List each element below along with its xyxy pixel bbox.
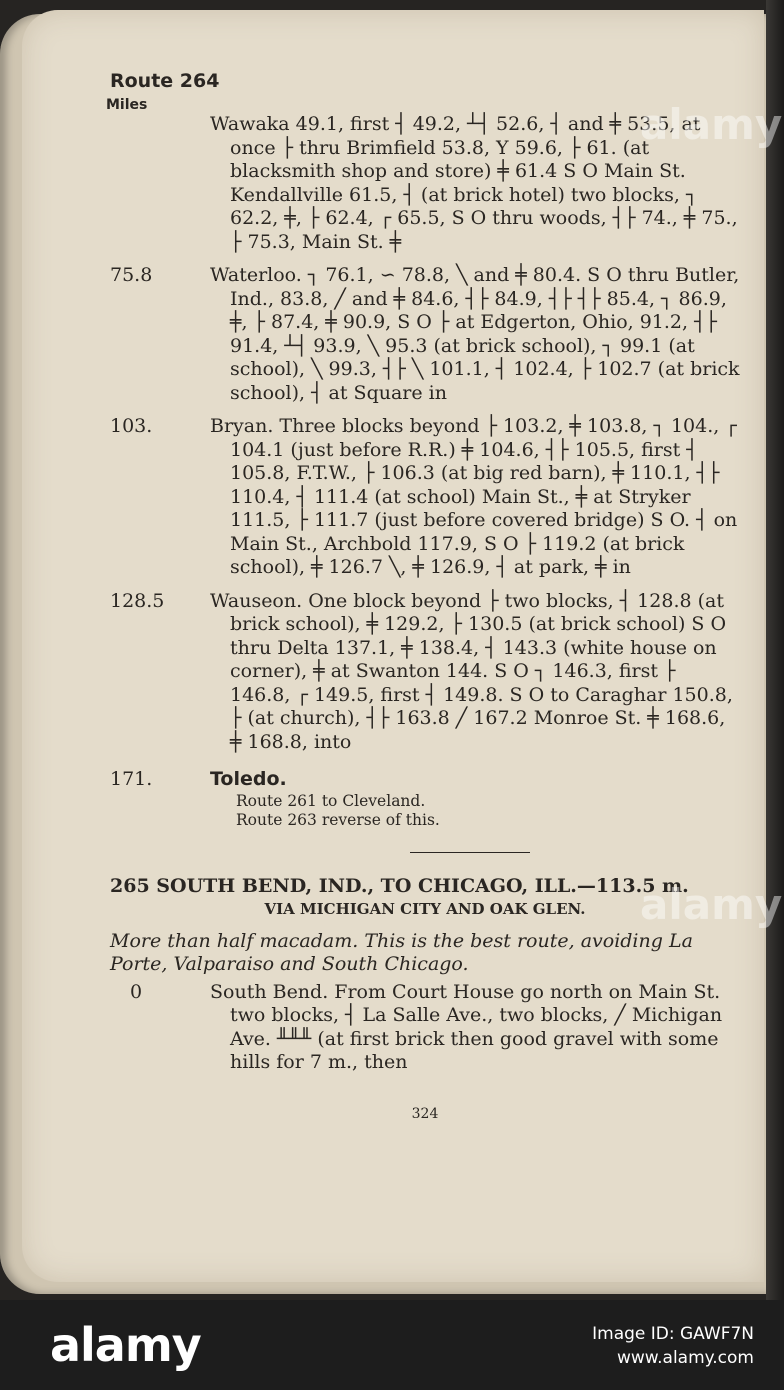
- route-entry: [110, 415, 740, 580]
- watermark: alamy: [640, 880, 783, 929]
- mileage: 0: [130, 980, 143, 1003]
- alamy-logo: alamy: [50, 1318, 201, 1372]
- entry-text: Waterloo. ┐ 76.1, ∽ 78.8, ╲ and ╪ 80.4. S O thru Butler, Ind., 83.8, ╱ and ╪ 84.6, ┤├ 84.9, ┤├ ┤├ 85.4, ┐ 86.9, ╪, ├ 87.4, ╪ 90.9, S O ├ at Edgerton, Ohio, 91.2, ┤├ 91.4, ┴┤ 93.9, ╲ 95.3 (at brick school), ┐ 99.1 (at school), ╲ 99.3, ┤├ ╲ 101.1, ┤ 102.4, ├ 102.7 (at brick school), ┤ at Square in: [210, 264, 740, 404]
- page-number: 324: [411, 1105, 439, 1122]
- route-entry: [110, 264, 740, 405]
- site-url: www.alamy.com: [616, 1348, 754, 1368]
- section-subheading: VIA MICHIGAN CITY AND OAK GLEN.: [264, 900, 586, 918]
- route-entry: [110, 981, 740, 1075]
- section-divider: [410, 852, 530, 853]
- mileage: 103.: [110, 415, 153, 437]
- mileage: 171.: [110, 768, 153, 790]
- mileage: 128.5: [110, 589, 165, 612]
- route-title: Route 264: [110, 70, 220, 92]
- section-title: SOUTH BEND, IND., TO CHICAGO, ILL.—113.5 m.: [156, 874, 689, 897]
- route-entry: [110, 590, 740, 755]
- mileage: 75.8: [110, 264, 153, 286]
- route-note: Route 261 to Cleveland.: [236, 791, 426, 810]
- entry-text: Toledo.: [210, 768, 287, 790]
- route-note: Route 263 reverse of this.: [236, 810, 440, 829]
- section-intro: More than half macadam. This is the best route, avoiding La Porte, Valparaiso and South Chicago.: [110, 929, 693, 975]
- stock-footer: [0, 1300, 784, 1390]
- book-spine: [766, 0, 784, 1300]
- entry-text: Bryan. Three blocks beyond ├ 103.2, ╪ 103.8, ┐ 104., ┌ 104.1 (just before R.R.) ╪ 104.6, ┤├ 105.5, first ┤ 105.8, F.T.W., ├ 106.3 (at big red barn), ╪ 110.1, ┤├ 110.4, ┤ 111.4 (at school) Main St., ╪ at Stryker 111.5, ├ 111.7 (just before covered bridge) S O. ┤ on Main St., Archbold 117.9, S O ├ 119.2 (at brick school), ╪ 126.7 ╲, ╪ 126.9, ┤ at park, ╪ in: [210, 415, 738, 578]
- miles-column-label: Miles: [106, 96, 148, 113]
- section-number: 265: [110, 874, 150, 897]
- entry-text: Wauseon. One block beyond ├ two blocks, ┤ 128.8 (at brick school), ╪ 129.2, ├ 130.5 (at brick school) S O thru Delta 137.1, ╪ 138.4, ┤ 143.3 (white house on corner), ╪ at Swanton 144. S O ┐ 146.3, first ├ 146.8, ┌ 149.5, first ┤ 149.8. S O to Caraghar 150.8, ├ (at church), ┤├ 163.8 ╱ 167.2 Monroe St. ╪ 168.6, ╪ 168.8, into: [210, 589, 733, 753]
- image-id: Image ID: GAWF7N: [592, 1324, 754, 1344]
- entry-text: Wawaka 49.1, first ┤ 49.2, ┴┤ 52.6, ┤ and ╪ 53.5, at once ├ thru Brimfield 53.8, Y 59.6, ├ 61. (at blacksmith shop and store) ╪ 61.4 S O Main St. Kendallville 61.5, ┤ (at brick hotel) two blocks, ┐ 62.2, ╪, ├ 62.4, ┌ 65.5, S O thru woods, ┤├ 74., ╪ 75., ├ 75.3, Main St. ╪: [210, 113, 738, 253]
- page-content: [106, 70, 740, 1126]
- watermark: alamy: [640, 100, 783, 149]
- route-entry: [110, 768, 740, 830]
- entry-text: South Bend. From Court House go north on Main St. two blocks, ┤ La Salle Ave., two blocks, ╱ Michigan Ave. ╨╨╨ (at first brick then good gravel with some hills for 7 m., then: [210, 980, 723, 1073]
- image-reference: [592, 1322, 754, 1370]
